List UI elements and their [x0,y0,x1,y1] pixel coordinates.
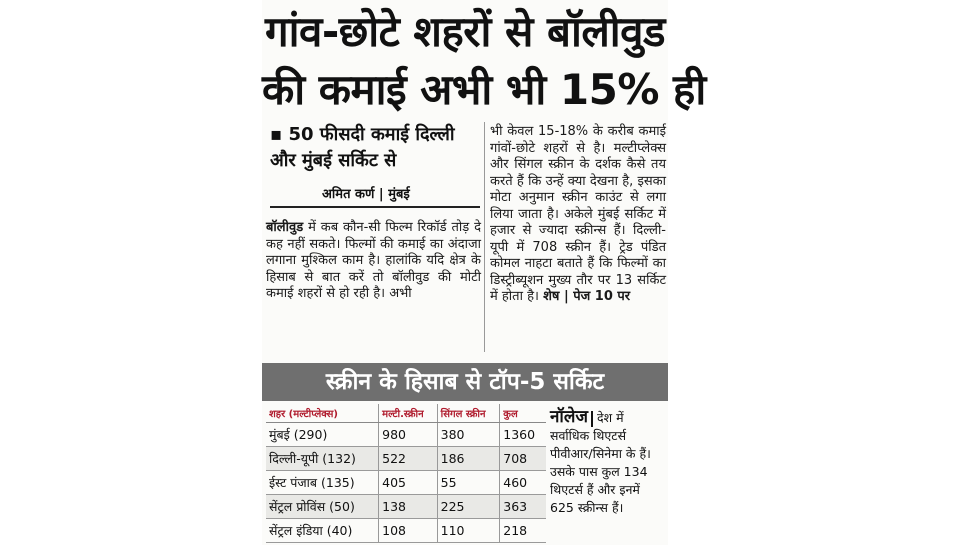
knowledge-separator [591,411,593,427]
byline: अमित कर्ण | मुंबई [322,187,410,202]
table-title-banner: स्क्रीन के हिसाब से टॉप-5 सर्किट [262,363,668,401]
cell-total: 363 [500,495,546,519]
cell-total: 708 [500,447,546,471]
cell-city: मुंबई (290) [266,423,379,447]
cell-multi: 522 [379,447,437,471]
cell-total: 460 [500,471,546,495]
cell-single: 186 [437,447,500,471]
cell-multi: 405 [379,471,437,495]
headline-line-1: गांव-छोटे शहरों से बॉलीवुड [264,7,665,56]
cell-city: सेंट्रल इंडिया (40) [266,519,379,543]
header-city: शहर (मल्टीप्लेक्स) [266,404,379,423]
cell-total: 1360 [500,423,546,447]
knowledge-title: नॉलेज [550,407,588,427]
cell-multi: 980 [379,423,437,447]
continued-on-page: शेष | पेज 10 पर [543,289,631,304]
knowledge-box [550,408,664,517]
article-left-text: में कब कौन-सी फिल्म रिकॉर्ड तोड़ दे कह नहीं सकते। फिल्मों की कमाई का अंदाजा लगाना मुश्किल काम है। हालांकि यदि क्षेत्र के हिसाब से बात करें तो बॉलीवुड की मोटी कमाई शहरों से हो रही है। अभी [266,220,481,301]
article-right-text: भी केवल 15-18% के करीब कमाई गांवों-छोटे शहरों से है। मल्टीप्लेक्स और सिंगल स्क्रीन के दर्शक कैसे तय करते हैं कि उन्हें क्या देखना है, इसका मोटा अनुमान स्क्रीन काउंट से लगा लिया जाता है। अकेले मुंबई सर्किट में हजार से ज्यादा स्क्रीन्स हैं। दिल्ली-यूपी में 708 स्क्रीन हैं। ट्रेड पंडित कोमल नाहटा बताते हैं कि फिल्मों का डिस्ट्रीब्यूशन मुख्य तौर पर 13 सर्किट में होता है। [490,124,666,304]
knowledge-text: देश में सर्वाधिक थिएटर्स पीवीआर/सिनेमा के हैं। उसके पास कुल 134 थिएटर्स हैं और इनमें 625 स्क्रीन्स हैं। [550,410,651,515]
article-lead-word: बॉलीवुड [266,220,304,235]
newspaper-clipping [262,0,706,545]
cell-single: 225 [437,495,500,519]
table-row [266,495,546,519]
table-header-row [266,404,546,423]
table-row [266,423,546,447]
table-row [266,447,546,471]
cell-single: 55 [437,471,500,495]
cell-multi: 108 [379,519,437,543]
byline-divider [270,206,480,208]
article-body-left [266,220,481,303]
cell-total: 218 [500,519,546,543]
headline-line-2: की कमाई अभी भी 15% ही [262,65,706,114]
article-body-right [490,124,666,306]
cell-city: सेंट्रल प्रोविंस (50) [266,495,379,519]
circuit-screens-table [266,404,546,543]
column-divider [484,122,485,352]
table-row [266,471,546,495]
cell-single: 380 [437,423,500,447]
cell-multi: 138 [379,495,437,519]
subheadline: ▪ 50 फीसदी कमाई दिल्ली और मुंबई सर्किट से [270,124,455,171]
cell-single: 110 [437,519,500,543]
header-single-screen: सिंगल स्क्रीन [437,404,500,423]
header-multi-screen: मल्टी.स्क्रीन [379,404,437,423]
cell-city: ईस्ट पंजाब (135) [266,471,379,495]
header-total: कुल [500,404,546,423]
cell-city: दिल्ली-यूपी (132) [266,447,379,471]
table-row [266,519,546,543]
